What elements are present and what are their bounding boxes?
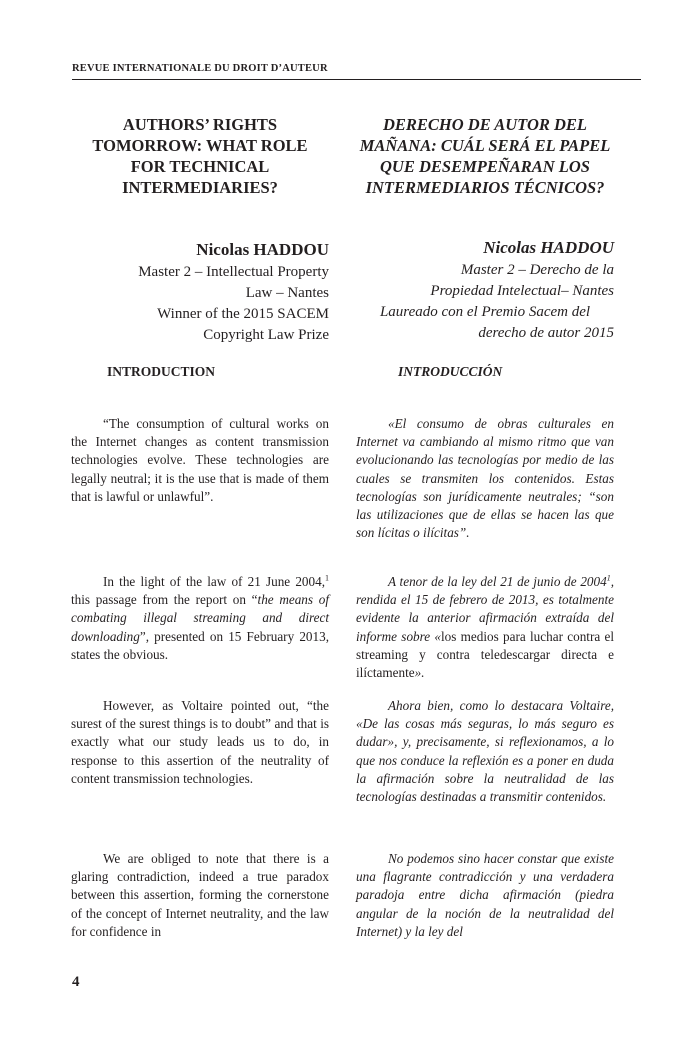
spanish-column	[356, 114, 614, 939]
english-affiliation-line: Copyright Law Prize	[203, 327, 329, 343]
english-paragraph	[71, 573, 329, 664]
footnote-ref[interactable]: 1	[325, 573, 329, 583]
text-run: , rendida el 15 de febrero de 2013, es totalmente evidente la anterior afirmación extraída del informe sobre «	[356, 574, 614, 644]
text-run: ”, presented on 15 February 2013, states the obvious.	[71, 628, 329, 662]
spanish-paragraph: Ahora bien, como lo destacara Voltaire, «De las cosas más seguras, lo más seguro es dudar», y, precisamente, si reflexionamos, a lo que nos conduce la reflexión es a poner en duda la afirmación sobre la neutralidad de las tecnologías destinadas a transmitir contenidos.	[356, 698, 614, 805]
english-affiliation-line: Law – Nantes	[245, 285, 329, 301]
text-run: A tenor de la ley del 21 de junio de 2004	[388, 574, 607, 589]
english-paragraph: “The consumption of cultural works on the Internet changes as content transmission technologies evolve. These technologies are legally neutral; it is the use that is made of them that is lawful or unlawful”.	[71, 416, 329, 504]
running-head: REVUE INTERNATIONALE DU DROIT D’AUTEUR	[72, 63, 328, 74]
english-title: AUTHORS’ RIGHTS TOMORROW: WHAT ROLE FOR TECHNICAL INTERMEDIARIES?	[92, 115, 308, 197]
english-affiliation-line: Winner of the 2015 SACEM	[157, 306, 329, 322]
upright-text-run: los medios para luchar contra el streaming y contra teledescargar directa e ilíctamente	[356, 628, 614, 681]
spanish-paragraph: «El consumo de obras culturales en Internet va cambiando al mismo ritmo que van evolucionando las tecnologías por medio de las cuales se transmiten los contenidos. Estas tecnologías son jurídicamente neutrales; “son las utilizaciones que de ellas se hacen las que son lícitas o ilícitas”.	[356, 416, 614, 541]
english-author-name: Nicolas HADDOU	[196, 240, 329, 259]
spanish-author-name: Nicolas HADDOU	[483, 238, 614, 257]
text-run: this passage from the report on “	[71, 592, 258, 608]
spanish-author-block	[356, 237, 614, 344]
english-paragraph: We are obliged to note that there is a glaring contradiction, indeed a true paradox between this assertion, forming the cornerstone of the concept of Internet neutrality, and the law for confidence in	[71, 851, 329, 939]
spanish-affiliation-line: Master 2 – Derecho de la	[460, 262, 614, 278]
english-affiliation-line: Master 2 – Intellectual Property	[138, 264, 329, 280]
english-author-block	[138, 239, 329, 346]
text-run: ».	[414, 665, 425, 681]
footnote-ref[interactable]: 1	[606, 573, 611, 583]
spanish-section-heading: INTRODUCCIÓN	[398, 364, 503, 379]
spanish-affiliation-line: Laureado con el Premio Sacem del	[379, 304, 591, 320]
text-run: In the light of the law of 21 June 2004,	[103, 574, 325, 589]
spanish-title: DERECHO DE AUTOR DEL MAÑANA: CUÁL SERÁ EL PAPEL QUE DESEMPEÑARAN LOS INTERMEDIARIOS TÉCNICOS?	[359, 115, 611, 197]
english-paragraph: However, as Voltaire pointed out, “the surest of the surest things is to doubt” and that is exactly what our study leads us to do, in response to this assertion of the neutrality of content transmission technologies.	[71, 698, 329, 786]
spanish-affiliation-line: derecho de autor 2015	[478, 325, 614, 341]
spanish-affiliation-line: Propiedad Intelectual– Nantes	[430, 283, 614, 299]
page-number: 4	[72, 974, 80, 990]
header-rule	[72, 79, 641, 80]
italic-text-run: the means of combating illegal streaming and direct downloading	[71, 592, 329, 644]
english-section-heading: INTRODUCTION	[107, 364, 216, 379]
spanish-paragraph	[356, 573, 614, 682]
english-column	[71, 114, 329, 939]
spanish-paragraph: No podemos sino hacer constar que existe una flagrante contradicción y una verdadera paradoja entre dicha afirmación (piedra angular de la noción de la neutralidad del Internet) y la ley del	[356, 851, 614, 939]
